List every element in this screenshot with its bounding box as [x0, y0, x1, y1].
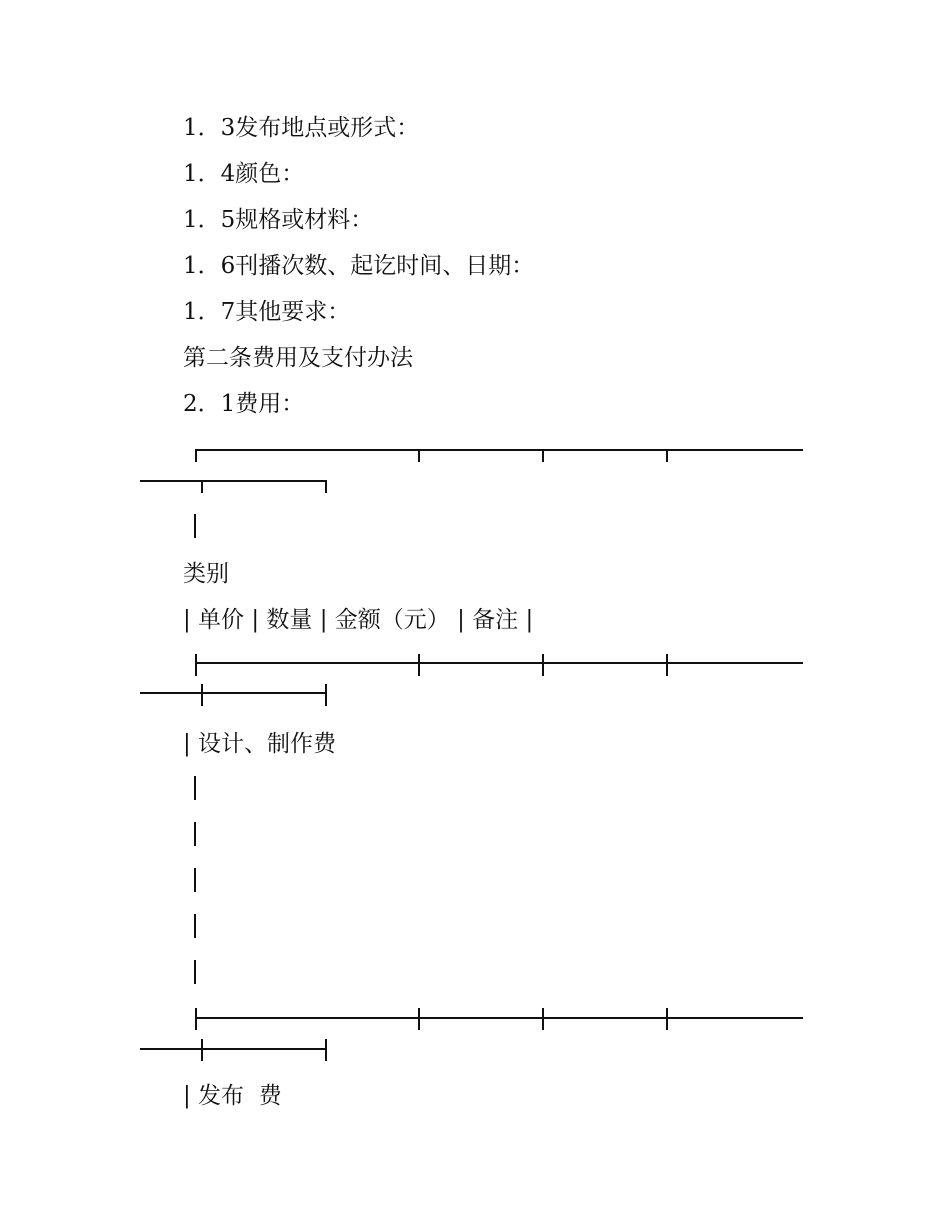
table-row-publish-fee: | 发布 费 — [183, 1083, 282, 1109]
clause-1-6: 1．6刊播次数、起讫时间、日期： — [183, 253, 535, 279]
clause-1-4: 1．4颜色： — [183, 161, 305, 187]
table-columns-header: | 单价 | 数量 | 金额（元） | 备注 | — [183, 607, 534, 633]
fee-label: 2．1费用： — [183, 391, 305, 417]
table-row-design-fee: | 设计、制作费 — [183, 731, 337, 757]
clause-1-7: 1．7其他要求： — [183, 299, 351, 325]
table-category-header: 类别 — [183, 561, 229, 587]
clause-1-5: 1．5规格或材料： — [183, 207, 374, 233]
section-heading: 第二条费用及支付办法 — [183, 345, 413, 371]
clause-1-3: 1．3发布地点或形式： — [183, 115, 420, 141]
table-vertical-rule — [194, 514, 196, 538]
